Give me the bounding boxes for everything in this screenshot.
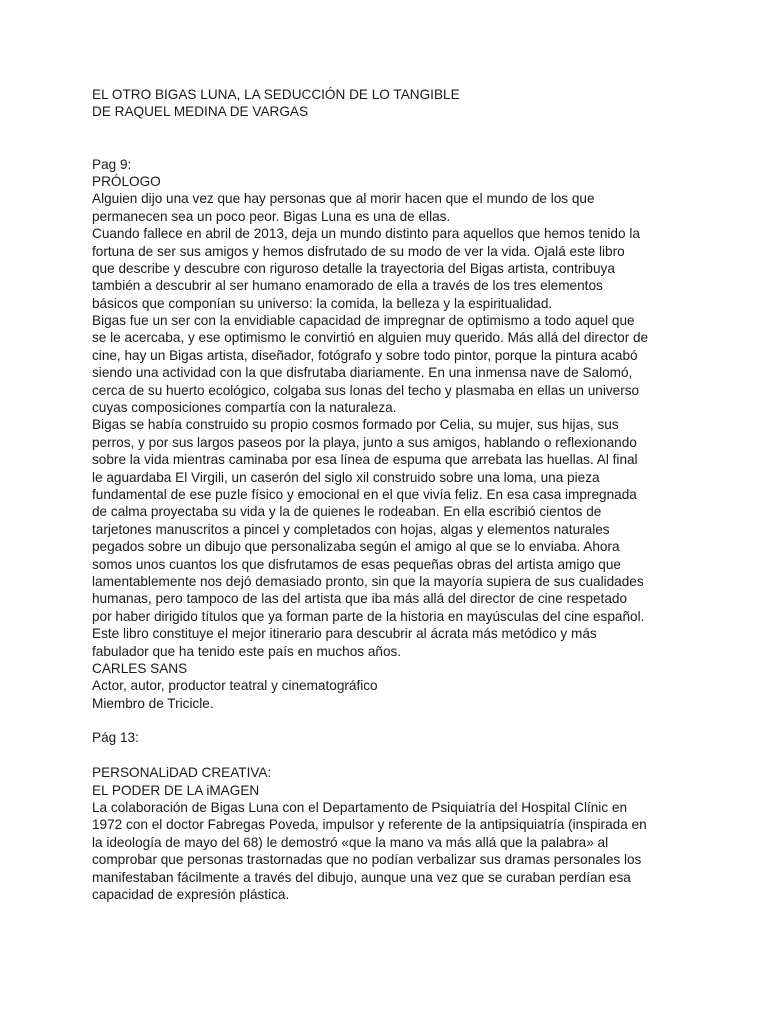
text-line: fabulador que ha tenido este país en muchos años. — [92, 643, 402, 659]
section-text — [92, 799, 684, 903]
text-line: de calma proyectaba su vida y la de quienes le rodeaban. En ella escribió cientos de — [92, 504, 602, 520]
text-line: manifestaban fácilmente a través del dibujo, aunque una vez que se curaban perdían esa — [92, 869, 631, 885]
text-line: cuyas composiciones compartía con la naturaleza. — [92, 400, 397, 416]
text-line: Bigas se había construido su propio cosmos formado por Celia, su mujer, sus hijas, sus — [92, 417, 619, 433]
text-line: comprobar que personas trastornadas que no podían verbalizar sus dramas personales los — [92, 852, 642, 868]
text-line: pegados sobre un dibujo que personalizaba según el amigo al que se lo enviaba. Ahora — [92, 539, 620, 555]
text-line: también a descubrir al ser humano enamorado de ella a través de los tres elementos — [92, 278, 603, 294]
signature-name: CARLES SANS — [92, 660, 188, 676]
prologue-text — [92, 190, 684, 660]
text-line: que describe y descubre con riguroso detalle la trayectoria del Bigas artista, contribuya — [92, 260, 615, 276]
text-line: Este libro constituye el mejor itinerario para descubrir al ácrata más metódico y más — [92, 626, 597, 642]
spacer — [92, 121, 684, 156]
page-reference: Pág 13: — [92, 730, 139, 746]
spacer — [92, 712, 684, 729]
section-heading: PRÓLOGO — [92, 173, 161, 189]
signature-role: Actor, autor, productor teatral y cinematográfico — [92, 678, 378, 694]
text-line: cine, hay un Bigas artista, diseñador, fotógrafo y sobre todo pintor, porque la pintura acabó — [92, 347, 638, 363]
text-line: capacidad de expresión plástica. — [92, 886, 290, 902]
text-line: Bigas fue un ser con la envidiable capacidad de impregnar de optimismo a todo aquel que — [92, 313, 635, 329]
text-line: cerca de su huerto ecológico, colgaba sus lonas del techo y plasmaba en ellas un universo — [92, 382, 640, 398]
text-line: por haber dirigido títulos que ya forman parte de la historia en mayúsculas del cine español. — [92, 608, 645, 624]
text-line: 1972 con el doctor Fabregas Poveda, impulsor y referente de la antipsiquiatría (inspirada en — [92, 817, 647, 833]
text-line: La colaboración de Bigas Luna con el Departamento de Psiquiatría del Hospital Clínic en — [92, 800, 628, 816]
text-line: siendo una actividad con la que disfrutaba diariamente. En una inmensa nave de Salomó, — [92, 365, 633, 381]
text-line: Alguien dijo una vez que hay personas que al morir hacen que el mundo de los que — [92, 191, 595, 207]
text-line: sobre la vida mientras caminaba por esa línea de espuma que arrebata las huellas. Al final — [92, 452, 638, 468]
text-line: somos unos cuantos los que disfrutamos de esas pequeñas obras del artista amigo que — [92, 556, 621, 572]
text-line: tarjetones manuscritos a pincel y completados con hojas, algas y elementos naturales — [92, 521, 610, 537]
text-line: fortuna de ser sus amigos y hemos disfrutado de su modo de ver la vida. Ojalá este libro — [92, 243, 625, 259]
text-line: fundamental de ese puzle físico y emocional en el que vivía feliz. En esa casa impregnada — [92, 487, 637, 502]
book-title: EL OTRO BIGAS LUNA, LA SEDUCCIÓN DE LO TANGIBLE — [92, 87, 460, 102]
document-body — [92, 86, 684, 903]
page-reference: Pag 9: — [92, 156, 132, 172]
text-line: perros, y por sus largos paseos por la playa, junto a sus amigos, hablando o reflexionando — [92, 434, 637, 450]
spacer — [92, 747, 684, 764]
book-author: DE RAQUEL MEDINA DE VARGAS — [92, 104, 309, 120]
text-line: se le acercaba, y ese optimismo le convirtió en alguien muy querido. Más allá del director de — [92, 330, 649, 346]
text-line: básicos que componían su universo: la comida, la belleza y la espiritualidad. — [92, 295, 553, 311]
section-heading: PERSONALiDAD CREATIVA: — [92, 765, 272, 781]
signature-group: Miembro de Tricicle. — [92, 695, 214, 711]
text-line: lamentablemente nos dejó demasiado pronto, sin que la mayoría supiera de sus cualidades — [92, 573, 644, 589]
text-line: la ideología de mayo del 68) le demostró «que la mano va más allá que la palabra» al — [92, 834, 609, 850]
text-line: permanecen sea un poco peor. Bigas Luna es una de ellas. — [92, 208, 451, 224]
text-line: Cuando fallece en abril de 2013, deja un mundo distinto para aquellos que hemos tenido la — [92, 226, 640, 242]
section-subheading: EL PODER DE LA iMAGEN — [92, 782, 260, 798]
text-line: le aguardaba El Virgili, un caserón del siglo xil construido sobre una loma, una pieza — [92, 469, 600, 485]
text-line: humanas, pero tampoco de las del artista que iba más allá del director de cine respetado — [92, 591, 628, 607]
